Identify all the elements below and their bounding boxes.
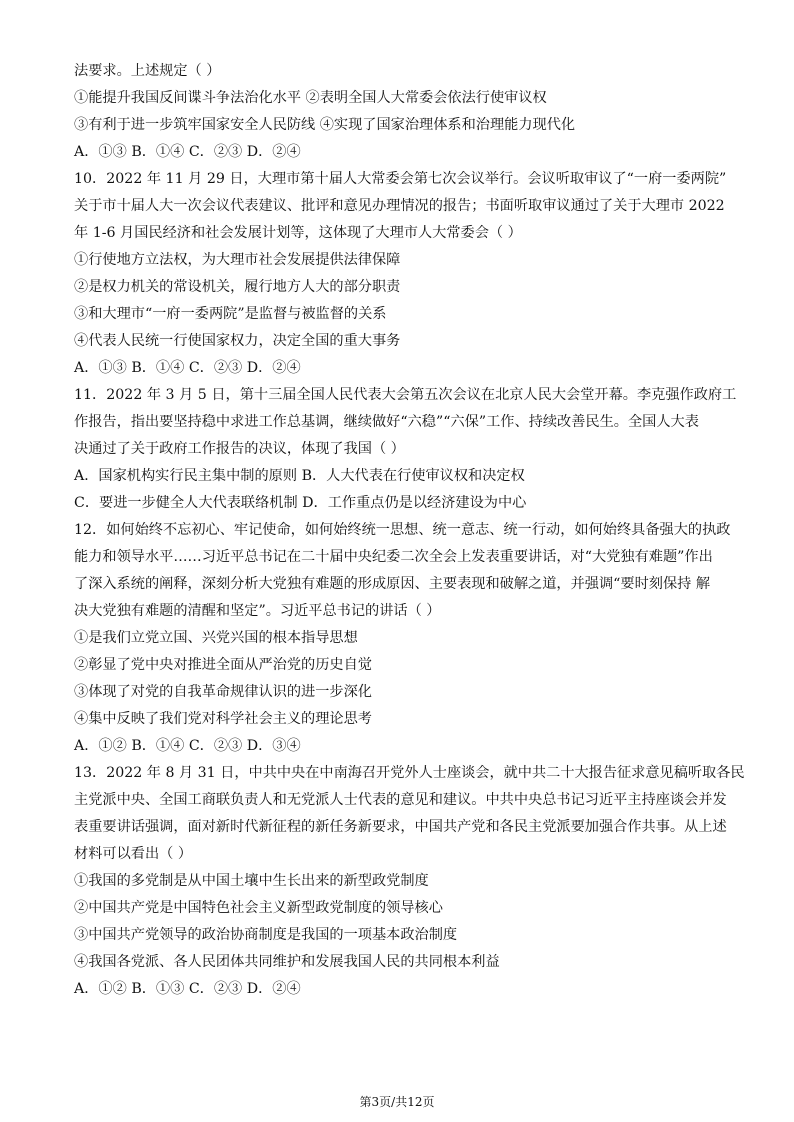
text-line: ③和大理市“一府一委两院”是监督与被监督的关系 [74,306,387,322]
text-line: ①行使地方立法权，为大理市社会发展提供法律保障 [74,252,401,268]
text-line: A．国家机构实行民主集中制的原则 B．人大代表在行使审议权和决定权 [74,468,525,484]
text-line: 决大党独有难题的清醒和坚定”。习近平总书记的讲话（ ） [74,603,441,619]
text-line: ②中国共产党是中国特色社会主义新型政党制度的领导核心 [74,900,443,916]
text-line: ①能提升我国反间谍斗争法治化水平 ②表明全国人大常委会依法行使审议权 [74,90,547,106]
text-line: ④集中反映了我们党对科学社会主义的理论思考 [74,711,372,727]
text-line: A．①③ B．①④ C．②③ D．②④ [74,144,301,160]
text-line: A．①② B．①④ C．②③ D．③④ [74,738,301,754]
page-number-footer: 第3页/共12页 [359,1095,435,1109]
text-line: ③中国共产党领导的政治协商制度是我国的一项基本政治制度 [74,927,458,943]
text-line: ①是我们立党立国、兴党兴国的根本指导思想 [74,630,358,646]
text-line: 决通过了关于政府工作报告的决议，体现了我国（ ） [74,441,405,457]
text-line: 12．如何始终不忘初心、牢记使命，如何始终统一思想、统一意志、统一行动，如何始终具备强大的执政 [74,522,731,538]
text-line: 了深入系统的阐释，深刻分析大党独有难题的形成原因、主要表现和破解之道，并强调“要时刻保持 解 [74,576,711,592]
text-line: 主党派中央、全国工商联负责人和无党派人士代表的意见和建议。中共中央总书记习近平主持座谈会并发 [74,792,727,808]
text-line: C．要进一步健全人大代表联络机制 D．工作重点仍是以经济建设为中心 [74,495,527,511]
text-line: 10．2022 年 11 月 29 日，大理市第十届人大常委会第七次会议举行。会议听取审议了“一府一委两院” [74,171,727,187]
text-line: ③有利于进一步筑牢国家安全人民防线 ④实现了国家治理体系和治理能力现代化 [74,117,576,133]
text-line: ④代表人民统一行使国家权力，决定全国的重大事务 [74,333,401,349]
text-line: 材料可以看出（ ） [74,846,193,862]
text-line: 关于市十届人大一次会议代表建议、批评和意见办理情况的报告；书面听取审议通过了关于大理市 2022 [74,198,725,214]
text-line: 表重要讲话强调，面对新时代新征程的新任务新要求，中国共产党和各民主党派要加强合作共事。从上述 [74,819,727,835]
text-line: 能力和领导水平……习近平总书记在二十届中央纪委二次全会上发表重要讲话，对“大党独有难题”作出 [74,549,713,565]
text-line: ②是权力机关的常设机关，履行地方人大的部分职责 [74,279,401,295]
text-line: 年 1-6 月国民经济和社会发展计划等，这体现了大理市人大常委会（ ） [74,225,522,241]
text-line: A．①② B．①③ C．②③ D．②④ [74,981,301,997]
text-line: ①我国的多党制是从中国土壤中生长出来的新型政党制度 [74,873,429,889]
text-line: A．①③ B．①④ C．②③ D．②④ [74,360,301,376]
text-line: ②彰显了党中央对推进全面从严治党的历史自觉 [74,657,372,673]
text-line: ④我国各党派、各人民团体共同维护和发展我国人民的共同根本利益 [74,954,500,970]
text-line: 13．2022 年 8 月 31 日，中共中央在中南海召开党外人士座谈会，就中共二十大报告征求意见稿听取各民 [74,765,745,781]
text-line: 11．2022 年 3 月 5 日，第十三届全国人民代表大会第五次会议在北京人民大会堂开幕。李克强作政府工 [74,387,737,403]
text-line: 作报告，指出要坚持稳中求进工作总基调，继续做好“六稳”“六保”工作、持续改善民生。全国人大表 [74,414,699,430]
text-line: 法要求。上述规定（ ） [74,63,221,79]
text-line: ③体现了对党的自我革命规律认识的进一步深化 [74,684,372,700]
